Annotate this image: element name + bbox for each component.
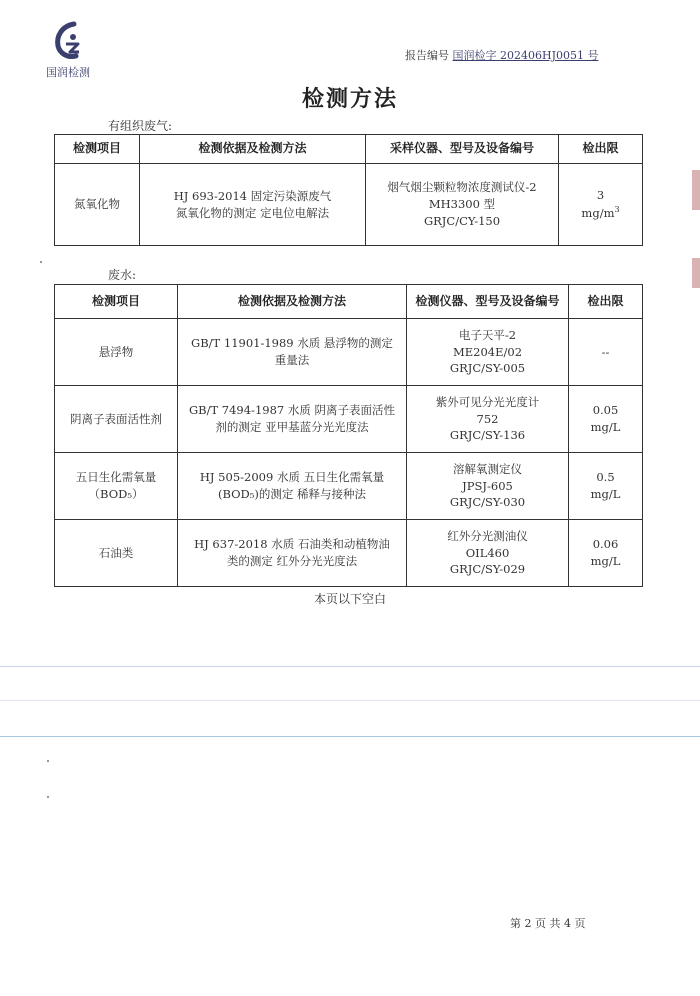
gas-limit-unit-sup: 3 [614, 205, 620, 215]
gas-instrument-line-3: GRJC/CY-150 [423, 213, 501, 228]
water-item-cell [55, 386, 178, 453]
report-number-label: 报告编号 [405, 49, 449, 62]
scan-speck [47, 760, 49, 762]
water-table-row [55, 520, 643, 587]
water-method-line-1: HJ 637-2018 水质 石油类和动植物油 [194, 537, 390, 552]
water-instrument-line-3: GRJC/SY-029 [449, 562, 526, 577]
water-table-row [55, 319, 643, 386]
water-header-limit: 检出限 [569, 285, 643, 319]
gas-section-label: 有组织废气: [108, 119, 173, 133]
water-limit-line-1: 0.5 [596, 470, 615, 485]
water-method-table [54, 284, 643, 587]
water-instrument-line-1: 溶解氧测定仪 [453, 461, 522, 476]
water-table-row [55, 453, 643, 520]
water-instrument-line-3: GRJC/SY-136 [449, 428, 526, 443]
water-limit-line-1: 0.05 [592, 403, 619, 418]
water-method-line-2: 重量法 [274, 353, 310, 367]
gas-method-line-1: HJ 693-2014 固定污染源废气 [173, 188, 332, 203]
water-limit-cell [569, 520, 643, 587]
scan-speck [40, 261, 42, 263]
water-instrument-cell [407, 319, 569, 386]
gas-header-item: 检测项目 [55, 135, 140, 164]
gas-limit-unit-text: mg/m [581, 205, 615, 220]
water-header-instrument: 检测仪器、型号及设备编号 [407, 285, 569, 319]
water-method-line-2: 类的测定 红外分光光度法 [226, 554, 358, 568]
water-limit-line-1: -- [601, 344, 610, 359]
report-number [405, 47, 598, 63]
gas-table-header-row [55, 135, 643, 164]
water-limit-cell [569, 386, 643, 453]
water-limit-cell [569, 319, 643, 386]
water-item-line: 阴离子表面活性剂 [70, 411, 162, 426]
water-method-cell [178, 453, 407, 520]
water-instrument-line-2: OIL460 [465, 545, 510, 560]
edge-mark [692, 170, 700, 210]
water-instrument-line-3: GRJC/SY-005 [449, 361, 526, 376]
water-header-method: 检测依据及检测方法 [178, 285, 407, 319]
water-method-line-1: GB/T 7494-1987 水质 阴离子表面活性 [188, 403, 396, 418]
scan-speck [47, 796, 49, 798]
water-instrument-cell [407, 453, 569, 520]
gas-instrument-line-2: MH3300 型 [428, 197, 496, 212]
water-item-cell [55, 319, 178, 386]
company-logo [38, 20, 98, 80]
water-limit-line-2: mg/L [590, 420, 621, 434]
water-limit-line-1: 0.06 [592, 537, 619, 552]
water-item-line: 石油类 [98, 545, 134, 560]
scan-line [0, 736, 700, 737]
water-instrument-line-2: 752 [476, 411, 499, 426]
water-method-cell [178, 386, 407, 453]
water-method-line-1: HJ 505-2009 水质 五日生化需氧量 [199, 470, 385, 485]
gas-limit-value: 3 [596, 188, 605, 203]
gas-method-table [54, 134, 643, 246]
gas-header-instrument: 采样仪器、型号及设备编号 [366, 135, 559, 164]
water-limit-cell [569, 453, 643, 520]
water-instrument-line-1: 红外分光测油仪 [447, 528, 528, 543]
water-limit-line-2: mg/L [590, 554, 621, 568]
report-number-value: 国润检字 202406HJ0051 号 [452, 49, 599, 62]
water-item-line-1: 五日生化需氧量 [75, 470, 157, 485]
gas-instrument-cell [366, 164, 559, 246]
gas-header-limit: 检出限 [559, 135, 643, 164]
water-method-line-2: (BOD₅)的测定 稀释与接种法 [217, 487, 367, 501]
water-instrument-cell [407, 520, 569, 587]
water-method-line-1: GB/T 11901-1989 水质 悬浮物的测定 [191, 336, 393, 351]
water-item-line: 悬浮物 [98, 344, 134, 359]
blank-below-note: 本页以下空白 [313, 592, 386, 606]
logo-mark-icon [48, 20, 88, 62]
gas-item-cell: 氮氧化物 [55, 164, 140, 246]
water-table-row [55, 386, 643, 453]
gas-limit-unit [563, 204, 638, 222]
water-method-cell [178, 520, 407, 587]
water-header-item: 检测项目 [55, 285, 178, 319]
scan-line [0, 700, 700, 701]
gas-table-row [55, 164, 643, 246]
water-instrument-line-1: 紫外可见分光光度计 [435, 394, 540, 409]
page-number: 第 2 页 共 4 页 [510, 917, 586, 930]
water-item-line-2: （BOD₅） [88, 487, 144, 501]
water-item-cell [55, 453, 178, 520]
page-title: 检测方法 [301, 86, 398, 112]
water-method-cell [178, 319, 407, 386]
water-instrument-line-2: JPSJ-605 [462, 478, 513, 493]
water-instrument-cell [407, 386, 569, 453]
gas-header-method: 检测依据及检测方法 [140, 135, 366, 164]
gas-limit-cell [559, 164, 643, 246]
water-method-line-2: 剂的测定 亚甲基蓝分光光度法 [215, 420, 369, 434]
water-table-header-row [55, 285, 643, 319]
edge-mark [692, 258, 700, 288]
water-section-label: 废水: [108, 268, 137, 282]
gas-method-line-2: 氮氧化物的测定 定电位电解法 [175, 205, 330, 220]
scan-line [0, 666, 700, 667]
water-limit-line-2: mg/L [590, 487, 621, 501]
water-instrument-line-2: ME204E/02 [452, 344, 523, 359]
gas-instrument-line-1: 烟气烟尘颗粒物浓度测试仪-2 [387, 180, 537, 195]
water-item-cell [55, 520, 178, 587]
water-instrument-line-1: 电子天平-2 [458, 327, 517, 342]
water-instrument-line-3: GRJC/SY-030 [449, 495, 526, 510]
logo-text: 国润检测 [46, 66, 90, 79]
gas-method-cell [140, 164, 366, 246]
